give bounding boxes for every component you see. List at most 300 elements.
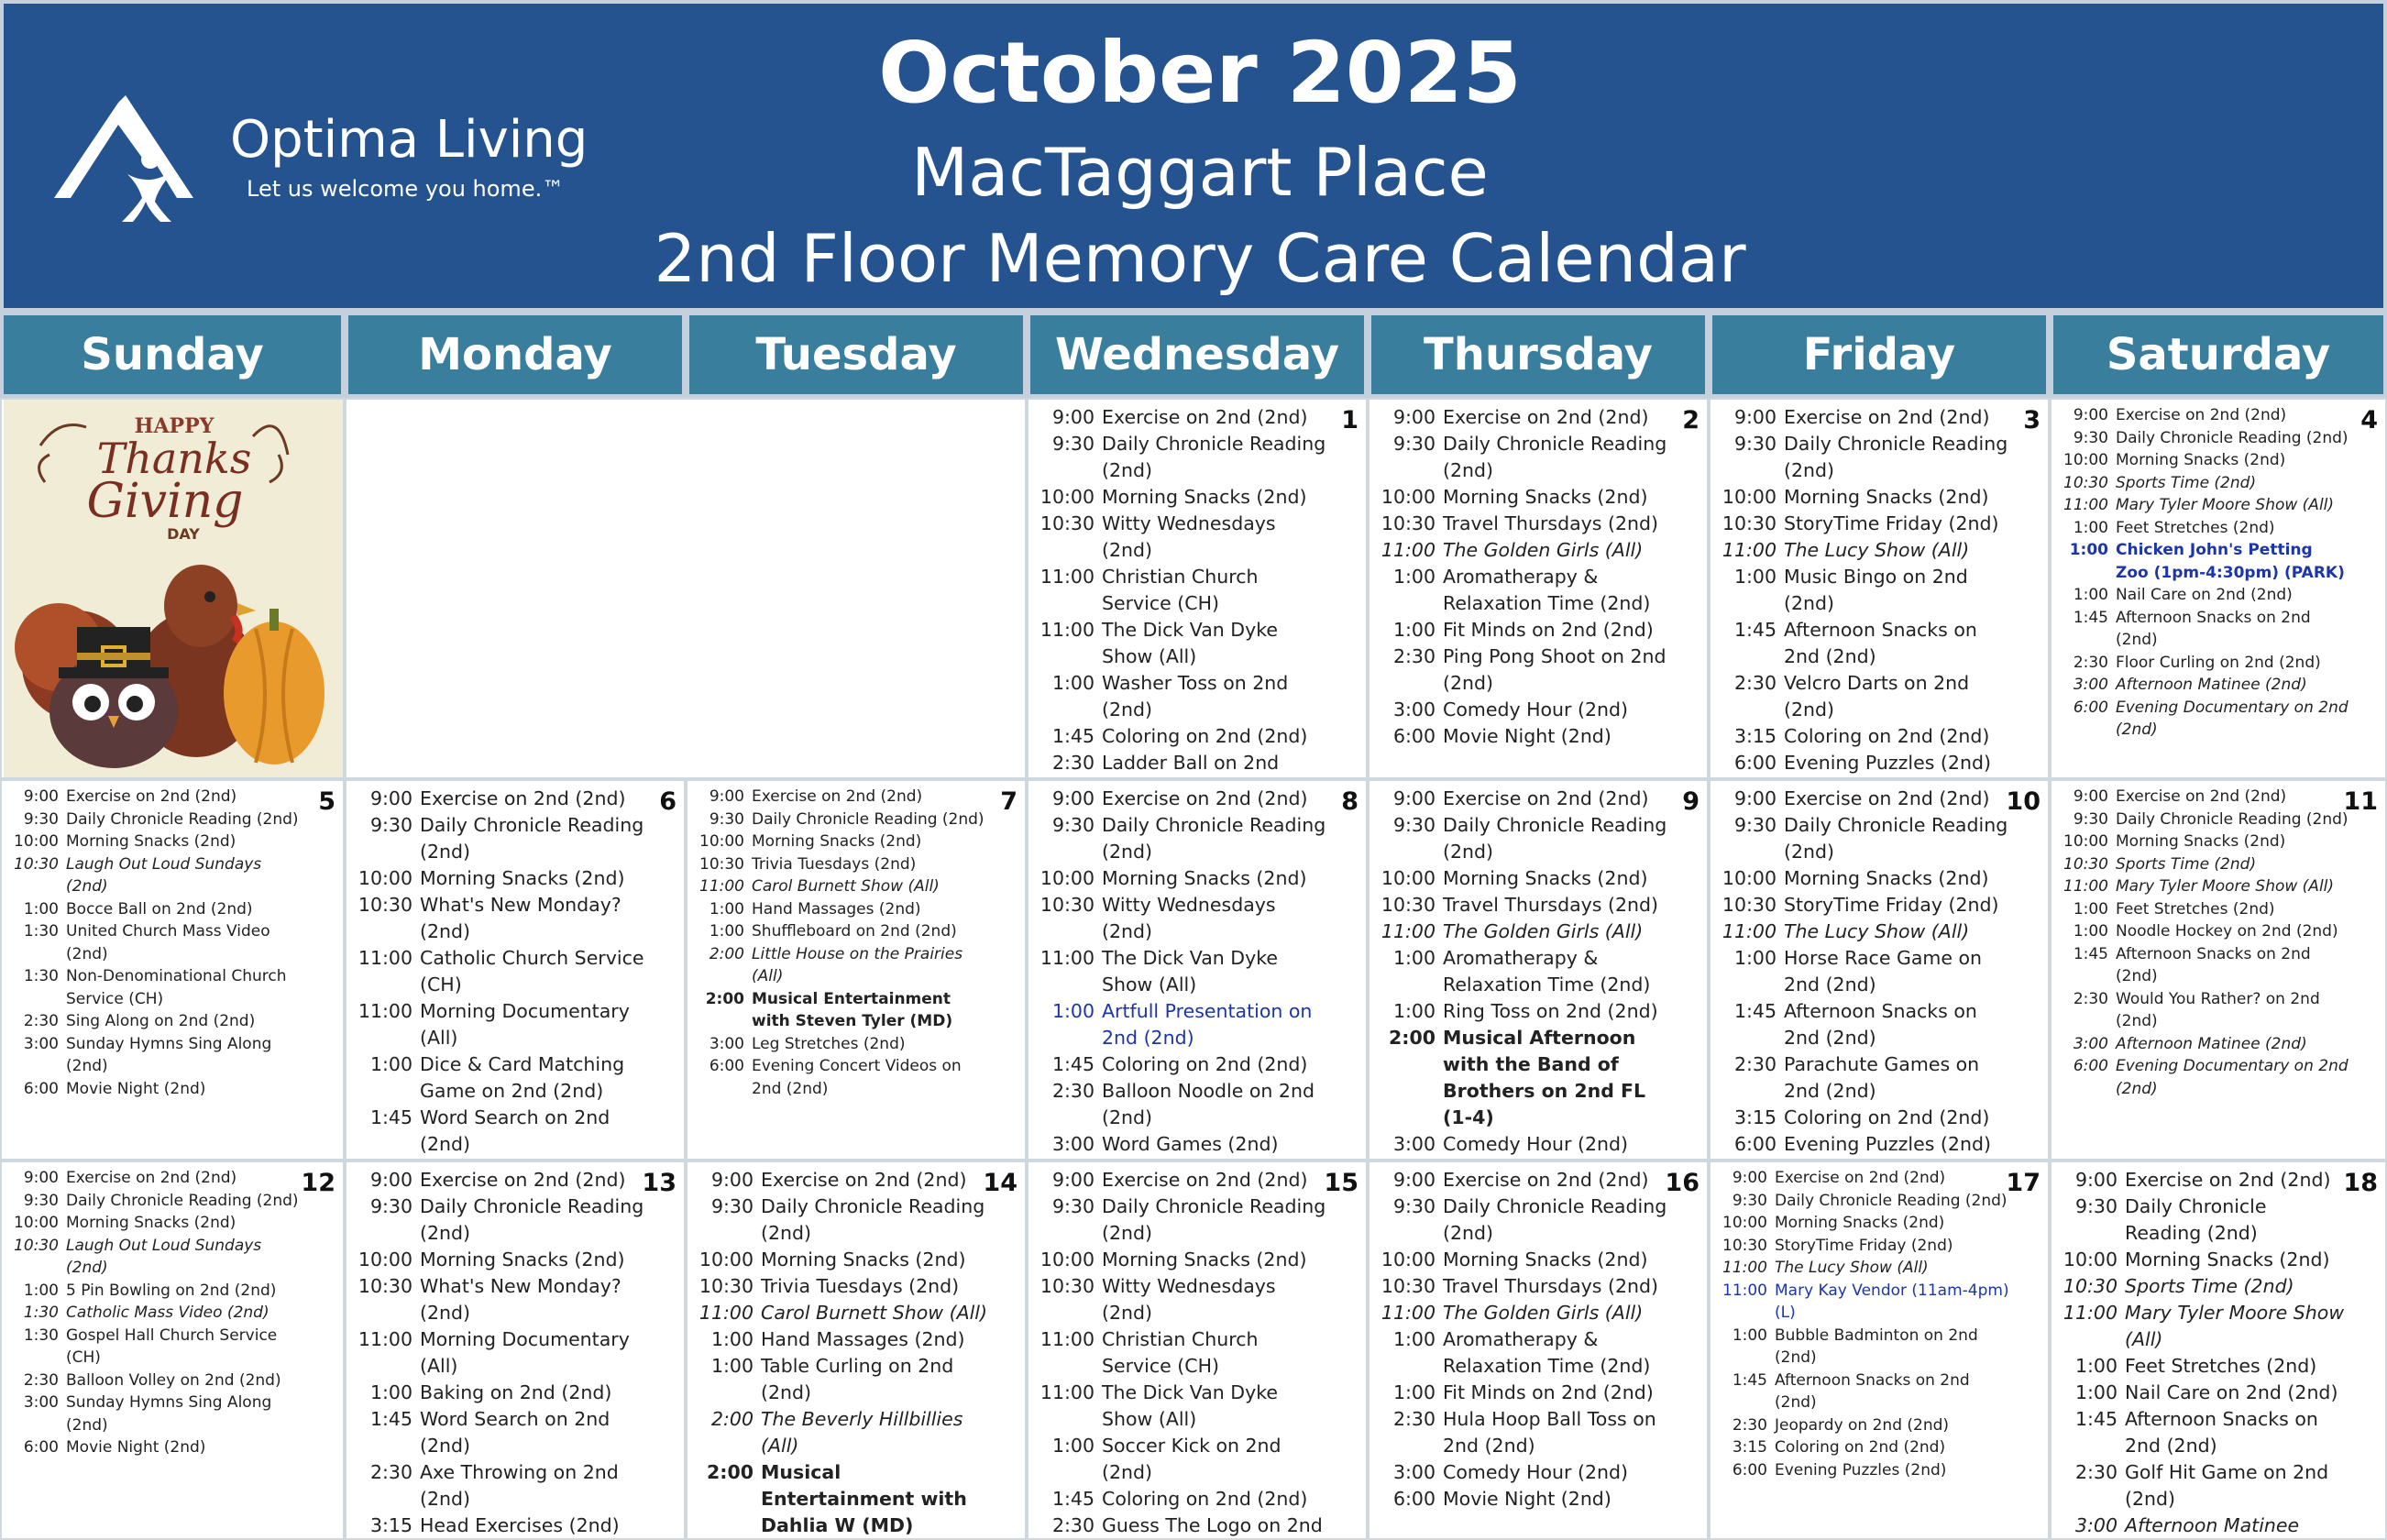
- activity-item: [2057, 786, 2348, 808]
- activity-name: Exercise on 2nd (2nd): [2116, 406, 2287, 424]
- activity-name: Evening Documentary on 2nd (2nd): [2116, 1057, 2348, 1098]
- activity-name: Morning Snacks (2nd): [1784, 486, 1989, 508]
- activity-item: [1375, 617, 1670, 644]
- activity-name: Golf Hit Game on 2nd (2nd): [2125, 1461, 2329, 1510]
- activity-name: Witty Wednesdays (2nd): [1102, 512, 1276, 561]
- activity-name: Exercise on 2nd (2nd): [1784, 406, 1990, 428]
- activity-item: [352, 1167, 647, 1194]
- activity-time: 10:30: [2063, 854, 2108, 874]
- day-number: 5: [318, 787, 336, 816]
- activity-name: Leg Stretches (2nd): [752, 1034, 906, 1053]
- activity-name: Nail Care on 2nd (2nd): [2116, 586, 2293, 604]
- day-cell: [345, 1160, 686, 1540]
- activity-name: Daily Chronicle Reading (2nd): [752, 809, 984, 829]
- activity-name: Morning Snacks (2nd): [761, 1248, 966, 1270]
- activity-name: Afternoon Snacks on 2nd (2nd): [2116, 608, 2311, 649]
- activity-name: Mary Tyler Moore Show (All): [2116, 877, 2335, 896]
- activity-time: 9:30: [23, 1191, 59, 1210]
- activity-name: Carol Burnett Show (All): [752, 877, 940, 896]
- activity-name: Morning Documentary (All): [420, 1000, 630, 1049]
- activity-time: 3:15: [1733, 725, 1776, 747]
- activity-item: [1034, 1131, 1329, 1158]
- activity-item: [1375, 865, 1670, 892]
- activity-item: [7, 1436, 306, 1459]
- activity-name: Witty Wednesdays (2nd): [1102, 1275, 1276, 1324]
- activity-name: Afternoon Snacks on 2nd (2nd): [2116, 944, 2311, 985]
- activity-time: 10:30: [1040, 512, 1094, 534]
- activity-name: Exercise on 2nd (2nd): [1443, 1169, 1649, 1191]
- activity-name: Catholic Church Service (CH): [420, 947, 644, 996]
- activity-time: 6:00: [1392, 725, 1436, 747]
- activity-name: Daily Chronicle Reading (2nd): [1775, 1191, 2008, 1210]
- activity-item: [7, 1167, 306, 1190]
- activity-time: 1:00: [2073, 586, 2108, 604]
- activity-time: 11:00: [698, 1302, 754, 1324]
- activity-item: [1716, 1051, 2011, 1105]
- activity-time: 1:00: [2073, 518, 2108, 537]
- activity-item: [1034, 998, 1329, 1051]
- activity-name: Daily Chronicle Reading (2nd): [1443, 433, 1667, 481]
- activity-name: Jeopardy on 2nd (2nd): [1775, 1415, 1950, 1435]
- activity-item: [7, 965, 306, 1010]
- activity-name: Musical Entertainment with Dahlia W (MD): [761, 1461, 967, 1536]
- activity-time: 9:00: [369, 787, 412, 809]
- activity-name: Mary Tyler Moore Show (All): [2116, 496, 2335, 514]
- day-cell: [2050, 398, 2387, 779]
- activity-name: Feet Stretches (2nd): [2116, 899, 2275, 918]
- activity-name: Washer Toss on 2nd (2nd): [1102, 672, 1289, 720]
- activity-name: Fit Minds on 2nd (2nd): [1443, 619, 1654, 641]
- activity-name: StoryTime Friday (2nd): [1784, 894, 1999, 916]
- activity-time: 9:30: [709, 809, 744, 829]
- activity-item: [1034, 617, 1329, 670]
- activity-time: 9:00: [2074, 1169, 2118, 1191]
- activity-name: Morning Snacks (2nd): [420, 1248, 625, 1270]
- activity-item: [693, 898, 988, 921]
- day-cell: [2050, 1160, 2387, 1540]
- activity-time: 3:00: [23, 1393, 59, 1412]
- activity-name: Aromatherapy & Relaxation Time (2nd): [1443, 566, 1651, 614]
- activity-list: [7, 786, 306, 1100]
- activity-time: 11:00: [1722, 1259, 1767, 1277]
- activity-item: [693, 786, 988, 808]
- activity-item: [1034, 404, 1329, 431]
- day-number: 12: [301, 1169, 336, 1197]
- activity-item: [7, 1078, 306, 1101]
- activity-time: 9:00: [1392, 406, 1436, 428]
- activity-name: Mary Tyler Moore Show (All): [2125, 1302, 2345, 1350]
- activity-item: [1034, 1433, 1329, 1486]
- activity-item: [2057, 674, 2348, 697]
- activity-name: Exercise on 2nd (2nd): [66, 1169, 237, 1187]
- activity-name: Evening Puzzles (2nd): [1784, 1133, 1991, 1155]
- calendar-name: 2nd Floor Memory Care Calendar: [654, 220, 1746, 297]
- activity-time: 1:30: [23, 1304, 59, 1322]
- activity-name: Exercise on 2nd (2nd): [2116, 787, 2287, 806]
- activity-name: Music Bingo on 2nd (2nd): [1784, 566, 1968, 614]
- day-cell: [1709, 1160, 2050, 1540]
- activity-name: Sports Time (2nd): [2125, 1275, 2294, 1297]
- activity-time: 9:00: [1392, 1169, 1436, 1191]
- activity-time: 1:00: [369, 1053, 412, 1075]
- activity-name: Coloring on 2nd (2nd): [1784, 1106, 1990, 1128]
- activity-name: Daily Chronicle Reading (2nd): [1102, 814, 1326, 863]
- activity-name: What's New Monday? (2nd): [420, 1275, 622, 1324]
- activity-name: Feet Stretches (2nd): [2116, 518, 2275, 537]
- activity-item: [693, 1353, 988, 1406]
- activity-item: [1716, 1167, 2011, 1190]
- art-day-cell: [0, 398, 345, 779]
- activity-item: [1375, 1167, 1670, 1194]
- activity-item: [1716, 1280, 2011, 1325]
- activity-time: 2:00: [709, 944, 744, 963]
- activity-name: Exercise on 2nd (2nd): [1102, 406, 1308, 428]
- day-number: 1: [1341, 406, 1358, 434]
- activity-name: Morning Snacks (2nd): [66, 832, 236, 851]
- activity-time: 2:30: [1392, 1408, 1436, 1430]
- activity-item: [1716, 484, 2011, 511]
- day-cell: [2050, 779, 2387, 1160]
- activity-time: 2:00: [707, 1461, 754, 1483]
- activity-list: [2057, 786, 2348, 1100]
- activity-item: [693, 943, 988, 988]
- activity-time: 1:00: [369, 1381, 412, 1403]
- activity-time: 11:00: [1722, 1281, 1767, 1300]
- activity-name: Head Exercises (2nd): [420, 1514, 620, 1536]
- activity-item: [1716, 1414, 2011, 1437]
- activity-name: Aromatherapy & Relaxation Time (2nd): [1443, 947, 1651, 996]
- activity-list: [1716, 404, 2011, 776]
- activity-time: 1:45: [2074, 1408, 2118, 1430]
- activity-name: Morning Snacks (2nd): [420, 867, 625, 889]
- activity-item: [1375, 1194, 1670, 1247]
- activity-time: 2:30: [369, 1461, 412, 1483]
- day-cell: [686, 1160, 1027, 1540]
- activity-list: [352, 1167, 647, 1540]
- activity-time: 11:00: [1380, 920, 1436, 942]
- activity-time: 10:00: [14, 1214, 59, 1232]
- activity-item: [693, 1300, 988, 1326]
- activity-item: [1375, 1459, 1670, 1486]
- activity-item: [2057, 584, 2348, 607]
- activity-item: [1034, 564, 1329, 617]
- activity-name: Christian Church Service (CH): [1102, 566, 1259, 614]
- activity-name: Morning Snacks (2nd): [1102, 486, 1307, 508]
- activity-item: [1375, 1300, 1670, 1326]
- activity-name: Artfull Presentation on 2nd (2nd): [1102, 1000, 1313, 1049]
- activity-item: [352, 1459, 647, 1512]
- activity-item: [1375, 723, 1670, 750]
- activity-name: Daily Chronicle Reading (2nd): [1102, 1195, 1326, 1244]
- activity-item: [7, 1235, 306, 1280]
- activity-time: 11:00: [2063, 496, 2108, 514]
- activity-item: [7, 1212, 306, 1235]
- activity-item: [693, 1406, 988, 1459]
- day-number: 4: [2360, 406, 2378, 434]
- activity-item: [1716, 1105, 2011, 1131]
- activity-time: 1:45: [369, 1106, 412, 1128]
- activity-time: 10:30: [1722, 894, 1776, 916]
- activity-item: [1034, 812, 1329, 865]
- activity-name: Musical Afternoon with the Band of Brothers on 2nd FL (1-4): [1443, 1027, 1646, 1128]
- day-cell: [0, 779, 345, 1160]
- activity-name: Feet Stretches (2nd): [2125, 1355, 2317, 1377]
- activity-time: 11:00: [1040, 566, 1094, 588]
- activity-time: 1:00: [1051, 1000, 1094, 1022]
- activity-list: [1375, 1167, 1670, 1512]
- activity-time: 11:00: [2063, 877, 2108, 896]
- activity-time: 11:00: [1380, 539, 1436, 561]
- activity-time: 10:30: [1380, 894, 1436, 916]
- activity-time: 9:30: [1392, 433, 1436, 455]
- activity-name: Morning Documentary (All): [420, 1328, 630, 1377]
- activity-time: 9:30: [369, 1195, 412, 1217]
- activity-time: 1:00: [1392, 1381, 1436, 1403]
- activity-name: Travel Thursdays (2nd): [1443, 894, 1659, 916]
- activity-item: [1034, 1380, 1329, 1433]
- activity-time: 6:00: [1392, 1488, 1436, 1510]
- activity-item: [7, 1392, 306, 1436]
- activity-name: Coloring on 2nd (2nd): [1784, 725, 1990, 747]
- activity-item: [2057, 607, 2348, 652]
- activity-time: 9:30: [1051, 814, 1094, 836]
- activity-item: [1716, 1257, 2011, 1280]
- activity-name: Guess The Logo on 2nd: [1102, 1514, 1323, 1536]
- activity-name: Ladder Ball on 2nd: [1102, 752, 1280, 774]
- activity-item: [1375, 511, 1670, 537]
- day-cell: [1027, 779, 1368, 1160]
- activity-item: [1716, 537, 2011, 564]
- activity-name: Daily Chronicle Reading (2nd): [420, 1195, 644, 1244]
- activity-time: 10:30: [2063, 473, 2108, 492]
- activity-time: 10:00: [1722, 486, 1776, 508]
- activity-item: [1375, 404, 1670, 431]
- weekday-header-row: [0, 312, 2387, 398]
- activity-name: Evening Concert Videos on 2nd (2nd): [752, 1057, 962, 1098]
- activity-list: [2057, 404, 2348, 742]
- activity-name: Christian Church Service (CH): [1102, 1328, 1259, 1377]
- activity-time: 10:00: [1380, 1248, 1436, 1270]
- activity-time: 3:00: [709, 1034, 744, 1053]
- activity-item: [352, 1194, 647, 1247]
- activity-time: 9:30: [1733, 814, 1776, 836]
- day-number: 3: [2023, 406, 2040, 434]
- activity-item: [352, 865, 647, 892]
- activity-name: Exercise on 2nd (2nd): [1784, 787, 1990, 809]
- activity-item: [1375, 1247, 1670, 1273]
- activity-item: [352, 1380, 647, 1406]
- activity-name: Daily Chronicle Reading (2nd): [420, 814, 644, 863]
- activity-item: [1716, 564, 2011, 617]
- activity-item: [7, 1010, 306, 1033]
- activity-time: 3:00: [1392, 698, 1436, 720]
- activity-time: 9:30: [1392, 814, 1436, 836]
- activity-time: 6:00: [2073, 698, 2108, 717]
- activity-time: 10:00: [1722, 1214, 1767, 1232]
- activity-name: Afternoon Snacks on 2nd (2nd): [2125, 1408, 2318, 1457]
- activity-item: [1034, 892, 1329, 945]
- activity-name: Ring Toss on 2nd (2nd): [1443, 1000, 1658, 1022]
- activity-time: 3:00: [2073, 1034, 2108, 1053]
- activity-item: [352, 1512, 647, 1539]
- activity-name: The Dick Van Dyke Show (All): [1102, 619, 1278, 667]
- activity-time: 11:00: [358, 1328, 412, 1350]
- activity-time: 11:00: [1040, 1381, 1094, 1403]
- activity-item: [2057, 472, 2348, 495]
- activity-time: 9:00: [23, 787, 59, 806]
- activity-time: 6:00: [709, 1057, 744, 1075]
- activity-name: The Beverly Hillbillies (All): [761, 1408, 963, 1457]
- activity-name: United Church Mass Video (2nd): [66, 922, 270, 963]
- activity-name: Mary Kay Vendor (11am-4pm) (L): [1775, 1281, 2009, 1322]
- activity-item: [1716, 1459, 2011, 1482]
- activity-item: [2057, 920, 2348, 943]
- activity-time: 9:30: [1733, 433, 1776, 455]
- activity-name: Shuffleboard on 2nd (2nd): [752, 922, 957, 940]
- activity-time: 6:00: [1733, 752, 1776, 774]
- activity-time: 9:00: [2073, 787, 2108, 806]
- activity-name: Chicken John's Petting Zoo (1pm-4:30pm) (PARK): [2116, 541, 2345, 582]
- activity-list: [7, 1167, 306, 1459]
- activity-time: 10:00: [1722, 867, 1776, 889]
- activity-time: 1:00: [2074, 1355, 2118, 1377]
- activity-name: Exercise on 2nd (2nd): [761, 1169, 967, 1191]
- activity-item: [2057, 830, 2348, 853]
- activity-name: Afternoon Matinee (2nd): [2116, 1034, 2307, 1053]
- activity-time: 2:00: [710, 1408, 754, 1430]
- activity-item: [1716, 865, 2011, 892]
- activity-item: [352, 1406, 647, 1459]
- weekday-sunday: Sunday: [0, 312, 345, 398]
- activity-item: [7, 830, 306, 853]
- activity-name: Daily Chronicle Reading (2nd): [1102, 433, 1326, 481]
- activity-time: 6:00: [1733, 1133, 1776, 1155]
- activity-time: 10:30: [1722, 512, 1776, 534]
- activity-item: [7, 920, 306, 965]
- day-number: 2: [1682, 406, 1700, 434]
- activity-name: Daily Chronicle Reading (2nd): [1443, 1195, 1667, 1244]
- activity-name: Afternoon Snacks on 2nd (2nd): [1784, 1000, 1977, 1049]
- activity-time: 9:30: [23, 809, 59, 829]
- activity-item: [1716, 812, 2011, 865]
- activity-time: 1:00: [23, 1281, 59, 1300]
- activity-item: [1716, 1131, 2011, 1158]
- activity-item: [1034, 723, 1329, 750]
- activity-time: 10:30: [2062, 1275, 2118, 1297]
- activity-time: 1:00: [1392, 619, 1436, 641]
- activity-name: Balloon Noodle on 2nd (2nd): [1102, 1080, 1314, 1128]
- activity-item: [1375, 918, 1670, 945]
- activity-name: The Lucy Show (All): [1784, 539, 1970, 561]
- activity-time: 2:30: [23, 1370, 59, 1390]
- activity-item: [693, 875, 988, 898]
- activity-time: 9:00: [2073, 406, 2108, 424]
- activity-time: 1:00: [1392, 947, 1436, 969]
- activity-item: [2057, 943, 2348, 988]
- activity-item: [2057, 1247, 2348, 1273]
- activity-item: [2057, 898, 2348, 921]
- activity-time: 1:30: [23, 1326, 59, 1345]
- activity-item: [7, 1033, 306, 1078]
- activity-item: [1375, 892, 1670, 918]
- activity-time: 1:45: [1733, 1000, 1776, 1022]
- activity-item: [1034, 945, 1329, 998]
- activity-item: [2057, 494, 2348, 517]
- activity-name: Word Games (2nd): [1102, 1133, 1279, 1155]
- optima-living-logo-icon: [54, 95, 237, 224]
- activity-time: 9:00: [709, 787, 744, 806]
- activity-item: [1034, 1051, 1329, 1078]
- activity-item: [2057, 1459, 2348, 1512]
- weekday-saturday: Saturday: [2050, 312, 2387, 398]
- activity-item: [693, 1326, 988, 1353]
- logo-tagline: Let us welcome you home.™: [247, 176, 565, 202]
- activity-item: [1716, 1370, 2011, 1414]
- activity-time: 11:00: [1040, 619, 1094, 641]
- activity-item: [2057, 427, 2348, 450]
- activity-list: [1716, 786, 2011, 1158]
- activity-time: 9:00: [1392, 787, 1436, 809]
- activity-name: The Lucy Show (All): [1784, 920, 1970, 942]
- activity-name: Noodle Hockey on 2nd (2nd): [2116, 922, 2338, 940]
- activity-item: [7, 853, 306, 898]
- logo-name: Optima Living: [230, 110, 588, 170]
- activity-name: Daily Chronicle Reading (2nd): [1443, 814, 1667, 863]
- activity-item: [1375, 1326, 1670, 1380]
- activity-item: [693, 830, 988, 853]
- activity-time: 9:00: [1051, 406, 1094, 428]
- activity-name: Floor Curling on 2nd (2nd): [2116, 653, 2321, 672]
- activity-item: [2057, 697, 2348, 742]
- activity-item: [1375, 1131, 1670, 1158]
- activity-item: [1716, 945, 2011, 998]
- activity-time: 2:30: [1732, 1415, 1767, 1435]
- activity-name: Movie Night (2nd): [1443, 725, 1612, 747]
- activity-time: 2:00: [1389, 1027, 1436, 1049]
- activity-item: [2057, 853, 2348, 876]
- activity-time: 9:00: [1733, 787, 1776, 809]
- activity-name: Axe Throwing on 2nd (2nd): [420, 1461, 619, 1510]
- activity-time: 2:00: [705, 989, 744, 1008]
- activity-list: [1034, 786, 1329, 1160]
- activity-item: [1034, 670, 1329, 723]
- activity-item: [7, 1325, 306, 1370]
- activity-name: Evening Puzzles (2nd): [1784, 752, 1991, 774]
- activity-name: Would You Rather? on 2nd (2nd): [2116, 989, 2320, 1030]
- day-cell: [1709, 398, 2050, 779]
- day-number: 18: [2343, 1169, 2378, 1197]
- activity-name: The Lucy Show (All): [1775, 1259, 1929, 1277]
- activity-time: 10:00: [1380, 486, 1436, 508]
- activity-time: 1:00: [1051, 672, 1094, 694]
- activity-name: Balloon Volley on 2nd (2nd): [66, 1370, 281, 1390]
- activity-item: [2057, 539, 2348, 584]
- activity-name: Catholic Mass Video (2nd): [66, 1304, 270, 1322]
- activity-name: Dice & Card Matching Game on 2nd (2nd): [420, 1053, 625, 1102]
- activity-name: Morning Snacks (2nd): [1775, 1214, 1945, 1232]
- activity-item: [352, 998, 647, 1051]
- activity-name: Bocce Ball on 2nd (2nd): [66, 899, 253, 918]
- activity-time: 11:00: [1722, 920, 1776, 942]
- activity-time: 6:00: [2073, 1057, 2108, 1075]
- activity-item: [2057, 808, 2348, 831]
- activity-time: 1:00: [2073, 899, 2108, 918]
- activity-time: 11:00: [699, 877, 744, 896]
- activity-item: [1716, 1235, 2011, 1258]
- activity-item: [352, 1326, 647, 1380]
- activity-name: Exercise on 2nd (2nd): [1443, 787, 1649, 809]
- day-number: 14: [983, 1169, 1018, 1197]
